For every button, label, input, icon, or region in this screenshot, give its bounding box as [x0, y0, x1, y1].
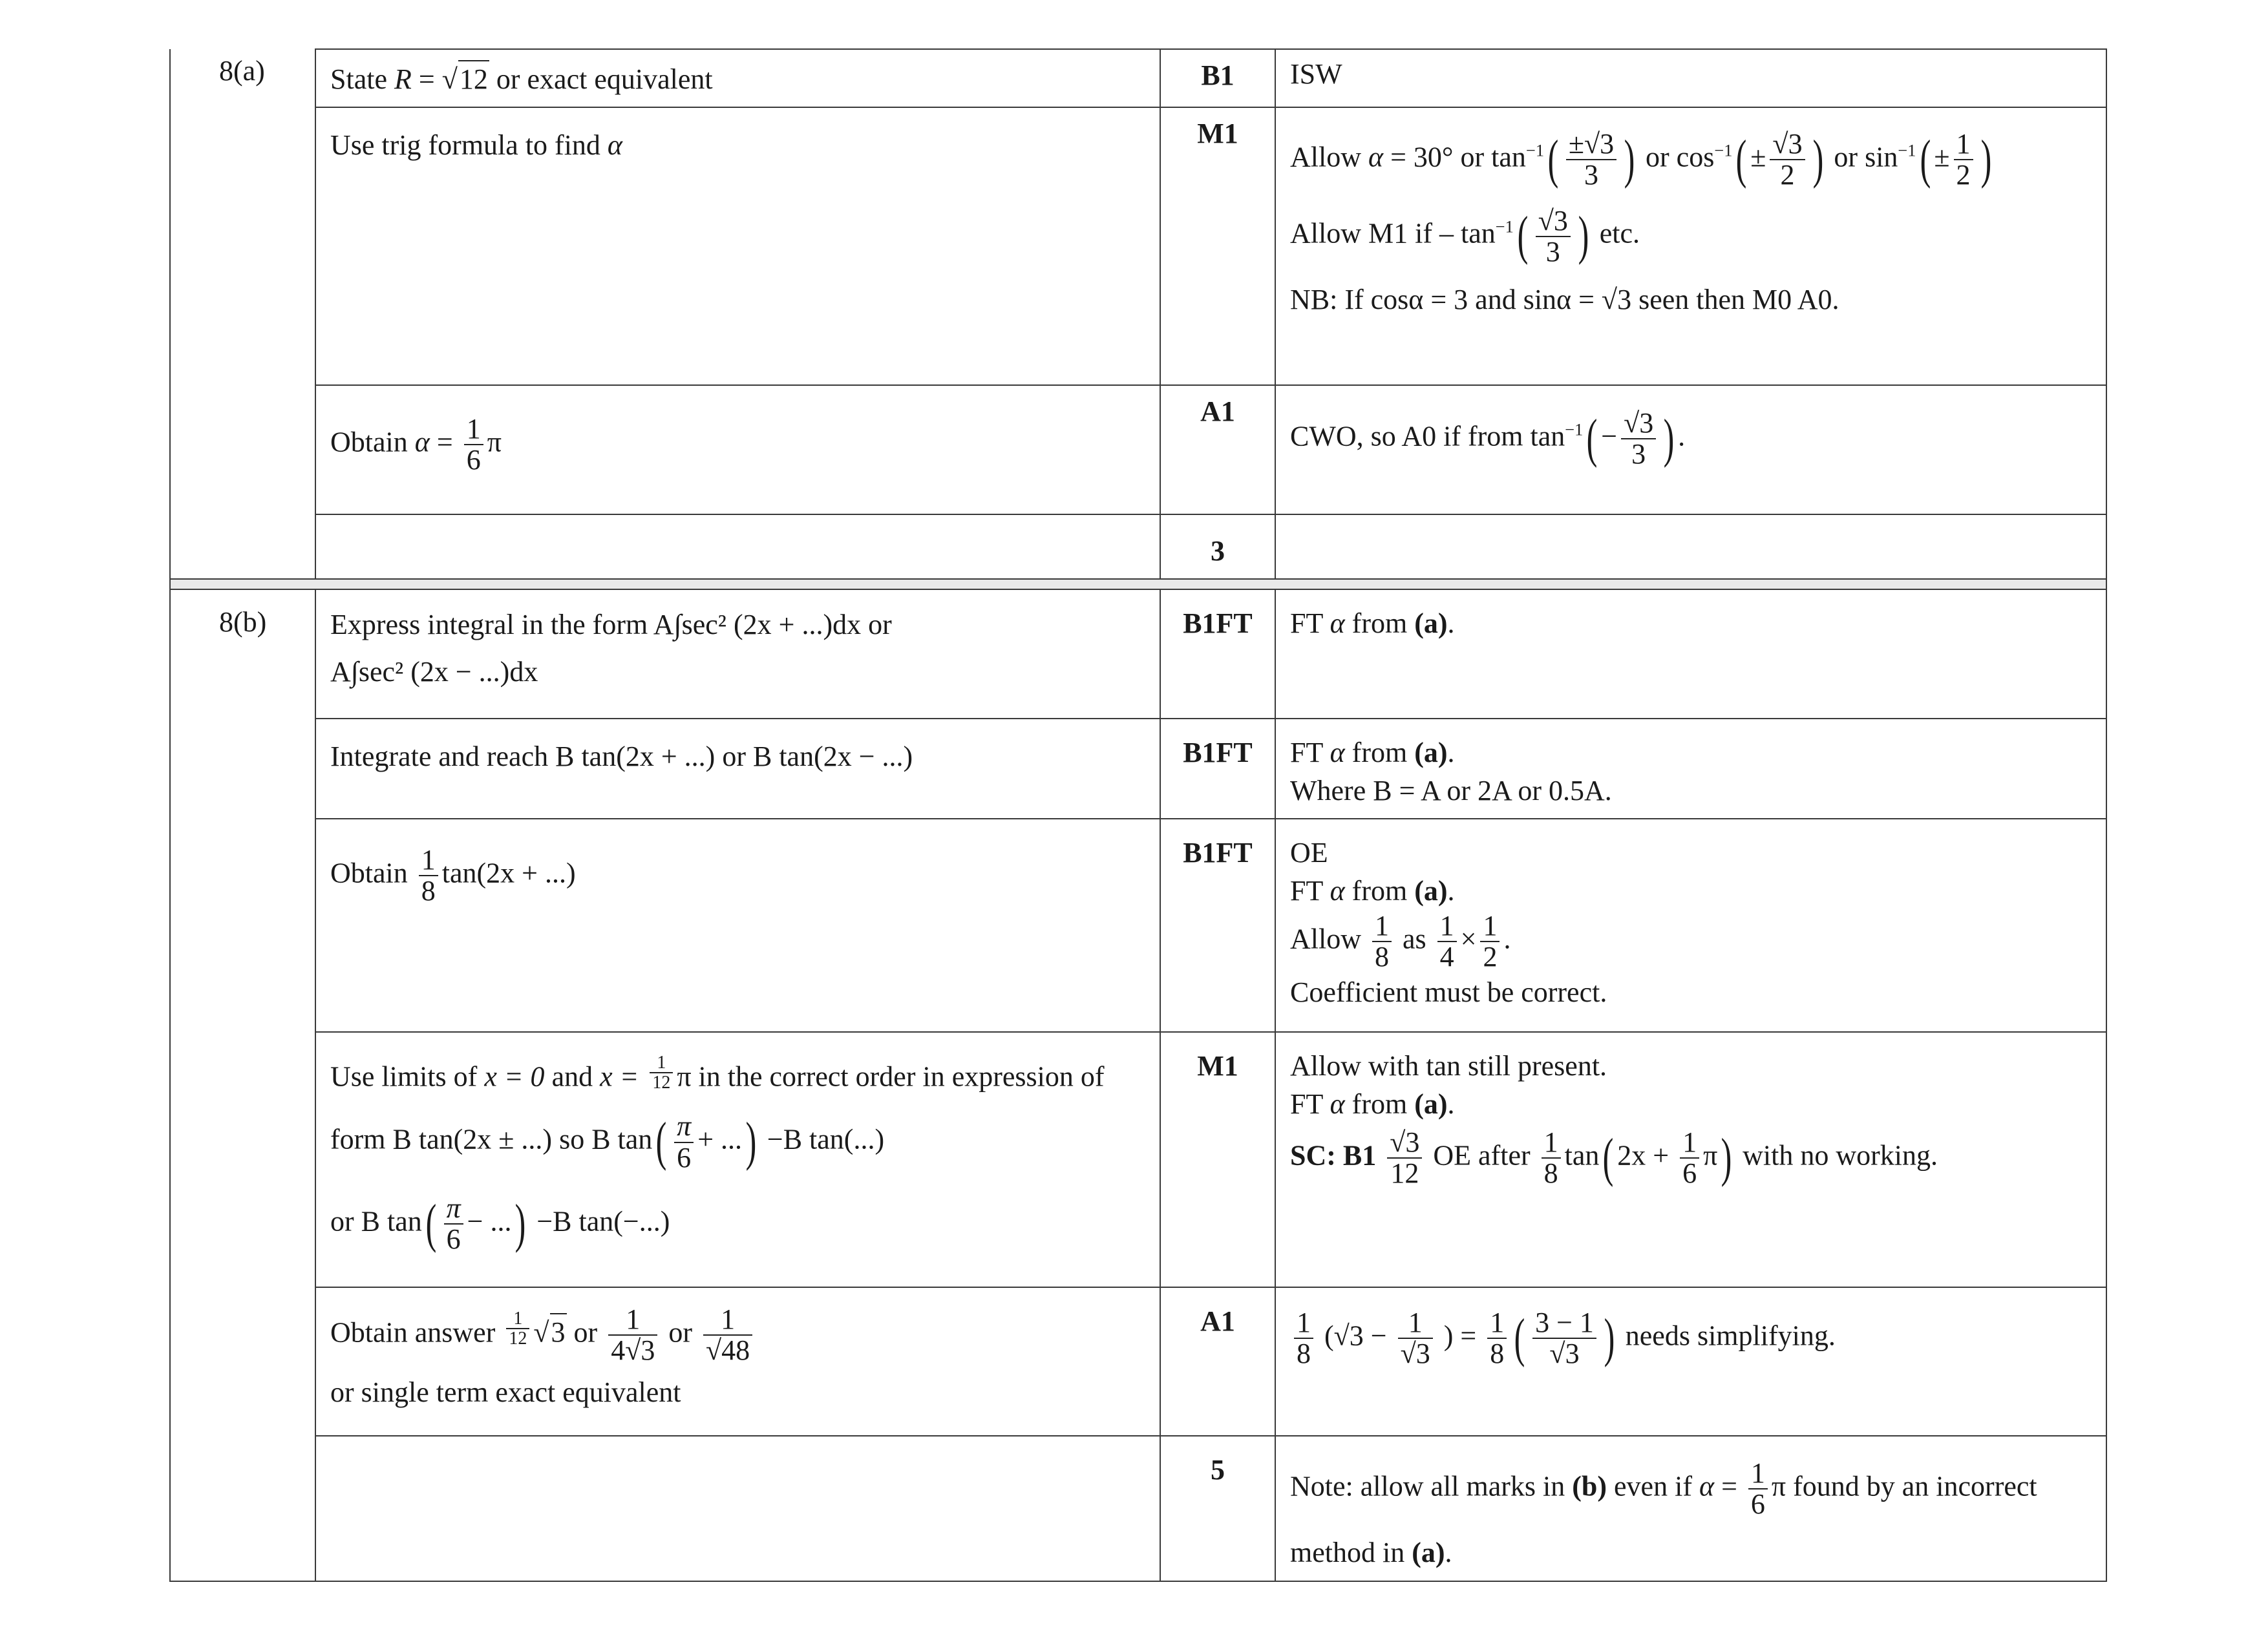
question-label: 8(a): [170, 49, 315, 579]
table-row: [170, 1287, 2106, 1436]
guidance-cell: OE FT α from (a). Allow $\frac{1}{8}$ as $\frac{1}{4}$ × $\frac{1}{2}$ . Coefficient must be correct.: [1275, 819, 2106, 1032]
answer-cell: Obtain α = $\frac{1}{6}$ π: [315, 385, 1160, 514]
mark-cell: B1FT: [1160, 589, 1275, 719]
total-mark-cell: 3: [1160, 514, 1275, 579]
answer-cell: State R = √12 or exact equivalent: [315, 49, 1160, 107]
guidance-cell: [1275, 514, 2106, 579]
total-mark-cell: 5: [1160, 1436, 1275, 1581]
guidance-cell: FT α from (a).: [1275, 589, 2106, 719]
answer-cell: [315, 1436, 1160, 1581]
question-label: 8(b): [170, 589, 315, 1581]
guidance-cell: FT α from (a). Where B = A or 2A or 0.5A.: [1275, 719, 2106, 819]
guidance-cell: Allow α = 30° or $\tan^{-1}$( $\frac{\pm√3}{3}$ ) or $\cos^{-1}$( ± $\frac{√3}{2}$ ) or $\sin^{-1}$( ± $\frac{1}{2}$ ) Allow M1 if – $\tan^{-1}$( $\frac{√3}{3}$ ) etc. NB: If cosα = 3 and sinα = √3 seen then M0 A0.: [1275, 107, 2106, 385]
answer-cell: Use limits of x = 0 and x = $\frac{1}{12}$ π in the correct order in expression of form B tan(2x ± ...) so B tan( $\frac{\pi}{6}$ + ...) −B tan(...) or B tan( $\frac{\pi}{6}$ − ...) −B tan(−...): [315, 1032, 1160, 1287]
guidance-cell: $\frac{1}{8}$ (√3 − $\frac{1}{√3}$ ) = $\frac{1}{8}$ ( $\frac{3 - 1}{√3}$ ) needs simplifying.: [1275, 1287, 2106, 1436]
table-row: [170, 589, 2106, 719]
mark-cell: B1FT: [1160, 719, 1275, 819]
table-row: [170, 1436, 2106, 1581]
guidance-cell: CWO, so A0 if from $\tan^{-1}$( − $\frac{√3}{3}$ ) .: [1275, 385, 2106, 514]
table-row: [170, 49, 2106, 107]
answer-cell: Obtain answer $\frac{1}{12}$ √3 or $\frac{1}{4√3}$ or $\frac{1}{√48}$ or single term exact equivalent: [315, 1287, 1160, 1436]
answer-cell: [315, 514, 1160, 579]
answer-cell: Integrate and reach B tan(2x + ...) or B tan(2x − ...): [315, 719, 1160, 819]
guidance-cell: ISW: [1275, 49, 2106, 107]
section-divider: [170, 579, 2106, 589]
answer-cell: Use trig formula to find α: [315, 107, 1160, 385]
mark-cell: B1: [1160, 49, 1275, 107]
mark-scheme-table: [169, 48, 2107, 1582]
mark-cell: A1: [1160, 385, 1275, 514]
table-row: [170, 819, 2106, 1032]
mark-cell: M1: [1160, 1032, 1275, 1287]
mark-cell: A1: [1160, 1287, 1275, 1436]
guidance-cell: Note: allow all marks in (b) even if α = $\frac{1}{6}$ π found by an incorrect method in (a).: [1275, 1436, 2106, 1581]
guidance-cell: Allow with tan still present. FT α from (a). SC: B1 $\frac{√3}{12}$ OE after $\frac{1}{8}$ tan( 2x + $\frac{1}{6}$ π) with no working.: [1275, 1032, 2106, 1287]
mark-cell: M1: [1160, 107, 1275, 385]
table-row: [170, 107, 2106, 385]
table-row: [170, 719, 2106, 819]
table-row: [170, 385, 2106, 514]
table-row: [170, 514, 2106, 579]
mark-cell: B1FT: [1160, 819, 1275, 1032]
answer-cell: Express integral in the form A∫sec² (2x + ...)dx or A∫sec² (2x − ...)dx: [315, 589, 1160, 719]
answer-cell: Obtain $\frac{1}{8}$ tan(2x + ...): [315, 819, 1160, 1032]
table-row: [170, 1032, 2106, 1287]
